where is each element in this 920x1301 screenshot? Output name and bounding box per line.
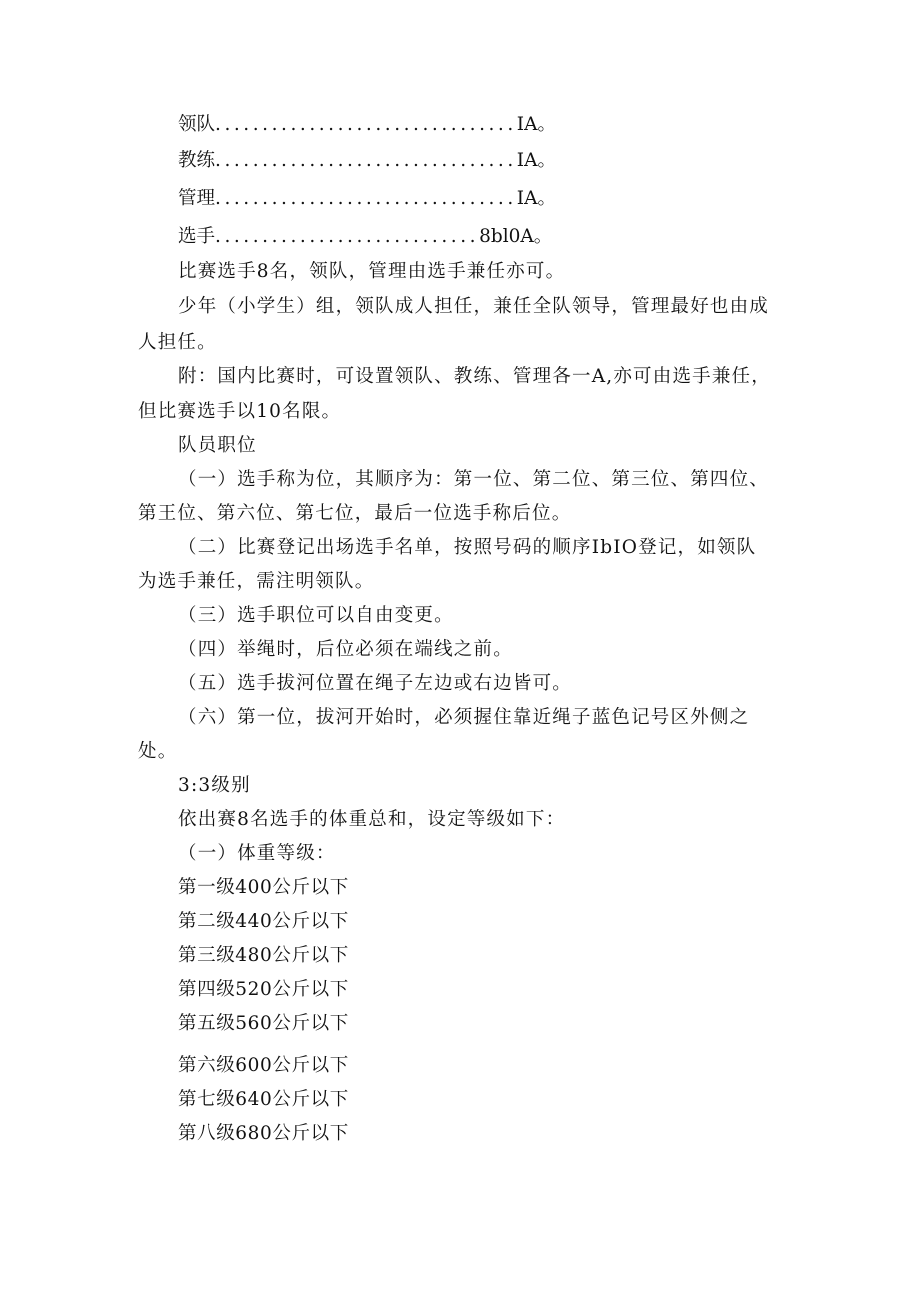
position-item-2-line2: 为选手兼任，需注明领队。: [138, 571, 375, 592]
weight-class-item: 第六级600公斤以下: [178, 1055, 349, 1076]
position-item-5: （五）选手拔河位置在绳子左边或右边皆可。: [178, 673, 573, 694]
staff-role: 教练: [178, 150, 216, 171]
dot-leader: ............................: [215, 226, 480, 247]
section-heading-positions: 队员职位: [178, 435, 257, 456]
weight-class-item: 第七级640公斤以下: [178, 1089, 349, 1110]
staff-line-coach: [178, 149, 556, 173]
position-item-6-line1: （六）第一位，拔河开始时，必须握住靠近绳子蓝色记号区外侧之: [178, 707, 750, 728]
weight-class-item: 第二级440公斤以下: [178, 911, 349, 932]
paragraph-team-size: 比赛选手8名，领队，管理由选手兼任亦可。: [178, 261, 566, 282]
weight-class-item: 第四级520公斤以下: [178, 979, 349, 1000]
position-item-6-line2: 处。: [138, 741, 178, 762]
staff-count: IA。: [516, 114, 556, 135]
staff-role: 选手: [178, 226, 216, 247]
staff-count: 8bl0A。: [479, 226, 553, 247]
staff-count: IA。: [516, 188, 556, 209]
levels-subheading: （一）体重等级：: [178, 843, 336, 864]
staff-count: IA。: [516, 150, 556, 171]
section-heading-levels: 3:3级别: [178, 775, 251, 796]
paragraph-note-line1: 附：国内比赛时，可设置领队、教练、管理各一A,亦可由选手兼任，: [178, 366, 771, 387]
staff-role: 管理: [178, 188, 216, 209]
paragraph-note-line2: 但比赛选手以10名限。: [138, 401, 342, 422]
position-item-3: （三）选手职位可以自由变更。: [178, 605, 454, 626]
position-item-4: （四）举绳时，后位必须在端线之前。: [178, 639, 513, 660]
dot-leader: ................................: [215, 114, 517, 135]
position-item-1-line1: （一）选手称为位，其顺序为：第一位、第二位、第三位、第四位、: [178, 469, 770, 490]
levels-intro: 依出赛8名选手的体重总和，设定等级如下：: [178, 809, 566, 830]
paragraph-youth-line2: 人担任。: [138, 332, 217, 353]
weight-class-item: 第五级560公斤以下: [178, 1013, 349, 1034]
staff-line-manager: [178, 187, 556, 211]
staff-line-leader: [178, 113, 556, 137]
staff-role: 领队: [178, 114, 216, 135]
dot-leader: ................................: [215, 188, 517, 209]
paragraph-youth-line1: 少年（小学生）组，领队成人担任，兼任全队领导，管理最好也由成: [178, 296, 770, 317]
position-item-1-line2: 第王位、第六位、第七位，最后一位选手称后位。: [138, 503, 572, 524]
position-item-2-line1: （二）比赛登记出场选手名单，按照号码的顺序IbIO登记，如领队: [178, 537, 757, 558]
staff-line-players: [178, 225, 552, 249]
weight-class-item: 第三级480公斤以下: [178, 945, 349, 966]
weight-class-item: 第八级680公斤以下: [178, 1123, 349, 1144]
weight-class-item: 第一级400公斤以下: [178, 877, 349, 898]
dot-leader: ................................: [215, 150, 517, 171]
